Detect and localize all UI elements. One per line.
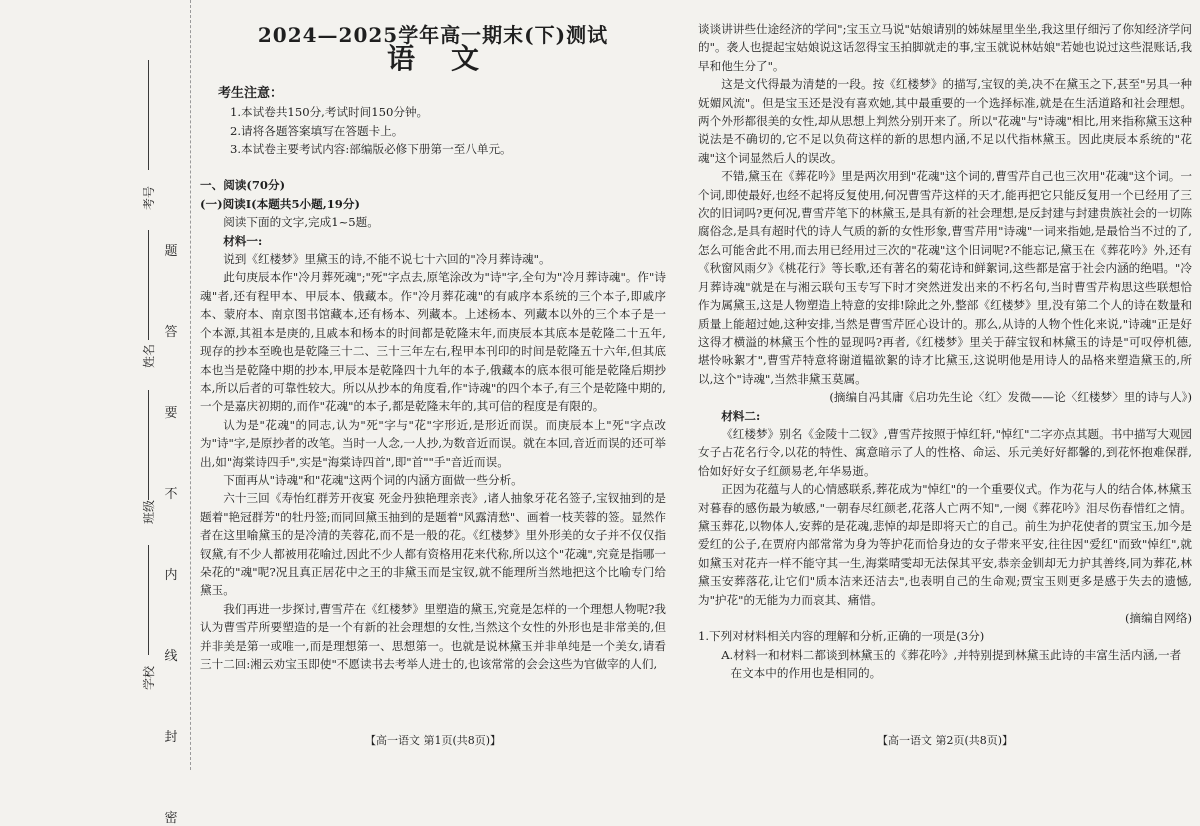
material1-label: 材料一: xyxy=(223,233,263,248)
answer-option-a: A.材料一和材料二都谈到林黛玉的《葬花吟》,并特别提到林黛玉此诗的丰富生活内涵,一者 xyxy=(721,647,1182,662)
material2-label: 材料二: xyxy=(721,408,761,423)
exam-number-line xyxy=(148,60,149,170)
school-label: 学校 xyxy=(142,665,156,690)
exam-number-label: 考号 xyxy=(142,185,156,210)
question-stem: 1.下列对材料相关内容的理解和分析,正确的一项是(3分) xyxy=(698,629,985,644)
passage-paragraph: 下面再从"诗魂"和"花魂"这两个词的内涵方面做一些分析。 xyxy=(223,472,523,487)
binding-margin xyxy=(0,0,191,826)
passage-paragraph: 认为是"花魂"的同志,认为"死"字与"花"字形近,是形近而误。而庚辰本上"死"字点改为"诗"字,是原抄者的改笔。当时一人念,一人抄,为数音近而误。就在本回,音近而误的还可举出,如"海棠诗四手",实是"海棠诗四首",即"首""手"音近而误。 xyxy=(200,417,666,469)
passage-paragraph: 《红楼梦》别名《金陵十二钗》,曹雪芹按照于悼红轩,"悼红"二字亦点其题。书中描写大观园女子占花名行令,以花的特性、寓意暗示了人的性格、命运、乐元美好好都馨的,到花怀抱难保群,恰如好好女子红颜易老,年华易逝。 xyxy=(698,426,1192,478)
passage-paragraph: 六十三回《寿怡红群芳开夜宴 死金丹独艳理亲丧》,诸人抽象牙花名签子,宝钗抽到的是题着"艳冠群芳"的牡丹签;而同回黛玉抽到的是题着"风露清愁"、画着一枝芙蓉的签。显然作者在这里喻黛玉的是冷清的芙蓉花,而不是一般的花。《红楼梦》里外形美的女子并不仅仅指钗黛,有不少人都被用花喻过,因此不少人都有资格用花来代称,所以这个"花魂",究竟是指哪一朵花的"魂"呢?况且真正居花中之王的非黛玉而是宝钗,就不能理所当然地把这个比喻专门给黛玉。 xyxy=(200,491,666,598)
seal-char: 不 xyxy=(164,487,178,502)
section-title: 一、阅读(70分) xyxy=(200,178,286,193)
passage-continuation: 谈谈讲讲些仕途经济的学问";宝玉立马说"姑娘请别的姊妹屋里坐坐,我这里仔细污了你知经济学问的"。袭人也提起宝姑娘说这话忽得宝玉拍脚就走的事,宝玉就说林姑娘"若她也说过这些混账话,我早和他生分了"。 xyxy=(698,22,1192,73)
seal-char: 密 xyxy=(164,811,178,826)
exam-title: 2024—2025学年高一期末(下)测试 xyxy=(257,23,609,47)
passage-paragraph: 此句庚辰本作"冷月葬死魂";"死"字点去,原笔涂改为"诗"字,全句为"冷月葬诗魂"。作"诗魂"者,还有程甲本、甲辰本、俄藏本。作"冷月葬花魂"的有戚序本系统的三个本子,即戚序本、蒙府本、南京图书馆藏本,还有杨本、列藏本。上述杨本、列藏本以外的三个本子是一个本源,其祖本是庚的,且戚本和杨本的时间都是乾隆末年,而庚辰本其底本是乾隆二十五年,现存的抄本至晚也是乾隆三十二、三十三年左右,程甲本刊印的时间是乾隆五十六年,但其底本也当是乾隆中期的抄本,甲辰本是乾隆四十九年的本子,俄藏本的底本很可能是乾隆后期抄本,所以后者的可靠性较大。所以从抄本的角度看,作"诗魂"的四个本子,有三个是乾隆中期的,一个是嘉庆初期的,而作"花魂"的本子,都是乾隆末年的,其可信的程度是有限的。 xyxy=(200,270,666,414)
source-citation: (摘编自冯其庸《启功先生论〈红〉发微——论〈红楼梦〉里的诗与人》) xyxy=(829,390,1192,405)
exam-page-2 xyxy=(698,20,1192,756)
notice-item: 2.请将各题答案填写在答题卡上。 xyxy=(230,123,404,138)
passage-paragraph: 我们再进一步探讨,曹雪芹在《红楼梦》里塑造的黛玉,究竟是怎样的一个理想人物呢?我认为曹雪芹所要塑造的是一个有新的社会理想的女性,当然这个女性的外形也是非常美的,但并非美是第一或唯一,而是理想第一、思想第一。也就是说林黛玉并非单纯是一个美女,请看三十二回:湘云劝宝玉即使"不愿读书去考举人进士的,也该常常的会会这些为官做宰的人们, xyxy=(200,601,666,671)
passage-paragraph: 不错,黛玉在《葬花吟》里是两次用到"花魂"这个词的,曹雪芹自己也三次用"花魂"这个词。一个词,即使最好,也经不起将反复使用,何况曹雪芹这样的天才,能再把它只能反复用一个已经用了三次的旧词吗?更何况,曹雪芹笔下的林黛玉,是具有新的社会理想,是反封建与封建贵族社会的一切陈腐俗念,是具有超时代的诗人气质的新的女性形象,曹雪芹用"诗魂"一词来指她,是最恰当不过的了,怎么可能舍此不用,而去用已经用过三次的"花魂"这个旧词呢?不能忘记,黛玉在《葬花吟》外,还有《秋窗风雨夕》《桃花行》等长歌,还有著名的菊花诗和鲜絮词,这些都是富于社会内涵的绝唱。"冷月葬诗魂"就是在与湘云联句玉专写下时才突然迸发出来的不朽名句,当时曹雪芹构思这些联想恰作为属黛玉,这是人物塑造上特意的安排!除此之外,整部《红楼梦》里,没有第二个人的诗在数量和质量上能超过她,这种安排,当然是曹雪芹匠心设计的。那么,从诗的人物个性化来说,"诗魂"正是好这得才横溢的林黛玉个性的显现吗?再者,《红楼梦》里关于薛宝钗和林黛玉的诗是"可叹停机德,堪怜咏絮才",曹雪芹特意将谢道韫欲絮的诗才比黛玉,这说明他是用诗人的品格来塑造黛玉的,所以,这个"诗魂",当然非黛玉莫属。 xyxy=(698,169,1192,386)
page-footer: 【高一语文 第1页(共8页)】 xyxy=(364,733,502,747)
notice-item: 1.本试卷共150分,考试时间150分钟。 xyxy=(230,105,429,120)
exam-page-1 xyxy=(200,20,666,756)
notice-heading: 考生注意： xyxy=(218,85,284,101)
name-label: 姓名 xyxy=(142,343,156,368)
answer-option-a-cont: 在文本中的作用也是相同的。 xyxy=(730,666,882,681)
page-footer: 【高一语文 第2页(共8页)】 xyxy=(876,733,1014,747)
notice-item: 3.本试卷主要考试内容:部编版必修下册第一至八单元。 xyxy=(230,142,512,157)
school-line xyxy=(148,545,149,655)
seal-char: 线 xyxy=(164,649,178,664)
class-line xyxy=(148,390,149,500)
passage-paragraph: 正因为花蕴与人的心情感联系,葬花成为"悼红"的一个重要仪式。作为花与人的结合体,林黛玉对暮春的感伤最为敏感,"一朝春尽红颜老,花落人亡两不知",一阕《葬花吟》泪尽伤春惜红之情。黛玉葬花,以物体人,安葬的是花魂,悲悼的却是即将天亡的自己。前生为护花使者的贾宝玉,加今是爱红的公子,在贾府内部常常为身为等护花而恰身边的女子带来平安,往往因"爱红"而致"悼红",就如黛玉对花卉一样不能守其一生,海棠晴雯却无法保其平安,恭亲金钏却无力护其善终,同为葬花,林黛玉安葬落花,让它们"质本洁来还洁去",也表明自己的生命观;贾宝玉则更多是感于失去的遗憾,为"护花"的无能为力而哀其、痛惜。 xyxy=(698,482,1192,607)
subsection-title: (一)阅读Ⅰ(本题共5小题,19分) xyxy=(200,196,360,211)
seal-char: 要 xyxy=(164,406,178,421)
passage-paragraph: 这是文代得最为清楚的一段。按《红楼梦》的描写,宝钗的美,决不在黛玉之下,甚至"另具一种妩媚风流"。但是宝玉还是没有喜欢她,其中最重要的一个选择标准,就是在生活道路和社会理想。两个外形都很美的女性,却从思想上判然分别开来了。所以"花魂"与"诗魂"相比,用来指称黛玉这种说法是不确切的,它不足以负荷这样的新的思想内涵,不足以代指林黛玉。因此庚辰本系统的"花魂"这个词显然后人的误改。 xyxy=(698,77,1192,165)
name-line xyxy=(148,230,149,340)
instruction: 阅读下面的文字,完成1~5题。 xyxy=(223,215,379,230)
subject-title: 语文 xyxy=(386,42,515,76)
seal-char: 题 xyxy=(164,244,178,259)
class-label: 班级 xyxy=(142,499,156,524)
seal-char: 内 xyxy=(164,568,178,583)
seal-char: 答 xyxy=(164,325,178,340)
seal-line-text xyxy=(160,240,182,826)
passage-paragraph: 说到《红楼梦》里黛玉的诗,不能不说七十六回的"冷月葬诗魂"。 xyxy=(223,252,551,267)
seal-char: 封 xyxy=(164,730,178,745)
source-citation: (摘编自网络) xyxy=(1124,611,1192,625)
